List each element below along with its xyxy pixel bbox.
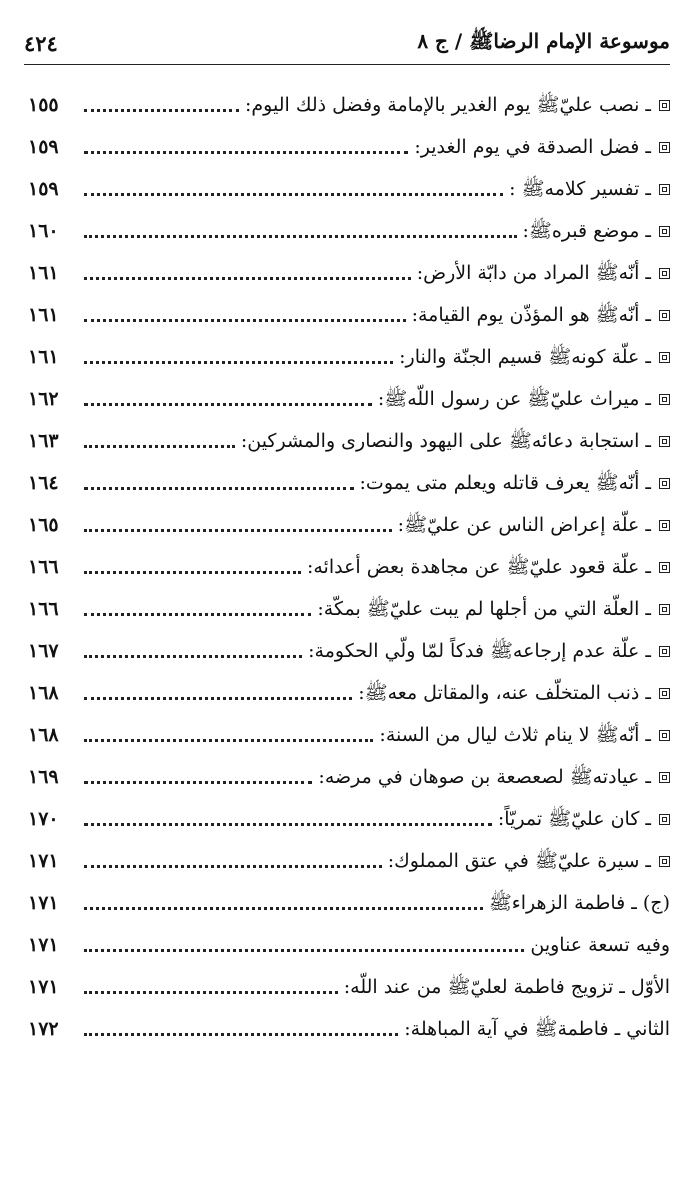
bullet-icon [659, 730, 670, 741]
toc-entry-page: ١٦٢ [28, 388, 59, 410]
dot-leader [84, 725, 373, 742]
toc-entry [28, 496, 670, 538]
toc-entry-page: ١٦٨ [28, 724, 59, 746]
toc-entry-text: ـ فضل الصدقة في يوم الغدير: [414, 136, 651, 158]
toc-entry-text: ـ عيادتهﷺ لصعصعة بن صوهان في مرضه: [318, 766, 651, 788]
bullet-icon [659, 520, 670, 531]
dot-leader [84, 1019, 398, 1036]
toc-entry-text: ـ أنّهﷺ يعرف قاتله ويعلم متى يموت: [359, 472, 651, 494]
toc-entry-page: ١٦٤ [28, 472, 59, 494]
bullet-icon [659, 688, 670, 699]
toc-entry [28, 202, 670, 244]
toc-entry [28, 622, 670, 664]
bullet-icon [659, 352, 670, 363]
dot-leader [84, 599, 311, 616]
toc-entry-title [358, 680, 670, 706]
toc-entry-title [388, 848, 670, 874]
bullet-icon [659, 310, 670, 321]
page-header [24, 22, 670, 65]
toc-entry-title [378, 386, 670, 412]
toc-entry-page: ١٦٧ [28, 640, 59, 662]
dot-leader [84, 935, 524, 952]
toc-entry-page: ١٦٥ [28, 514, 59, 536]
running-title: موسوعة الإمام الرضاﷺ / ج ٨ [417, 28, 670, 53]
toc-entry-text: الأوّل ـ تزويج فاطمة لعليّﷺ من عند اللّه: [343, 976, 670, 998]
toc-entry [28, 790, 670, 832]
toc-entry-page: ١٦٠ [28, 220, 59, 242]
toc-entry-title [414, 134, 670, 160]
toc-entry-text: ـ موضع قبرهﷺ: [522, 220, 651, 242]
toc-entry-title [245, 92, 670, 118]
toc-entry-page: ١٥٥ [28, 94, 59, 116]
toc-entry [28, 580, 670, 622]
toc-entry-text: وفيه تسعة عناوين [530, 934, 670, 956]
bullet-icon [659, 856, 670, 867]
toc-entry [28, 916, 670, 958]
toc-entry-page: ١٦١ [28, 262, 59, 284]
toc-entry-text: ـ نصب عليّﷺ يوم الغدير بالإمامة وفضل ذلك اليوم: [245, 94, 651, 116]
toc-entry-page: ١٦١ [28, 346, 59, 368]
toc-entry-page: ١٦٣ [28, 430, 59, 452]
toc-entry-text: ـ تفسير كلامهﷺ : [509, 178, 651, 200]
bullet-icon [659, 226, 670, 237]
toc-entry-title [307, 554, 670, 580]
toc-entry [28, 538, 670, 580]
toc-entry-title [498, 806, 670, 832]
toc-entry-page: ١٦٦ [28, 598, 59, 620]
dot-leader [84, 893, 483, 910]
toc-entry [28, 76, 670, 118]
dot-leader [84, 95, 239, 112]
toc-entry-title [489, 890, 670, 916]
bullet-icon [659, 772, 670, 783]
toc-entry [28, 118, 670, 160]
dot-leader [84, 515, 392, 532]
toc-entry-text: ـ كان عليّﷺ تمريّاً: [497, 808, 651, 830]
bullet-icon [659, 184, 670, 195]
bullet-icon [659, 646, 670, 657]
toc-entry-text: ـ ذنب المتخلّف عنه، والمقاتل معهﷺ: [358, 682, 651, 704]
toc-entry-text: الثاني ـ فاطمةﷺ في آية المباهلة: [404, 1018, 670, 1040]
toc-entry [28, 874, 670, 916]
dot-leader [84, 809, 492, 826]
toc-entry [28, 286, 670, 328]
toc-entry [28, 370, 670, 412]
toc-entry-title [241, 428, 670, 454]
dot-leader [84, 683, 352, 700]
toc-entry-text: ـ علّة قعود عليّﷺ عن مجاهدة بعض أعدائه: [306, 556, 651, 578]
toc-entry-text: ـ استجابة دعائهﷺ على اليهود والنصارى والمشركين: [240, 430, 651, 452]
dot-leader [84, 221, 517, 238]
dot-leader [84, 557, 301, 574]
toc-entry-text: ـ ميراث عليّﷺ عن رسول اللّهﷺ: [377, 388, 651, 410]
bullet-icon [659, 814, 670, 825]
toc-entry-text: ـ علّة عدم إرجاعهﷺ فدكاً لمّا ولّي الحكومة: [308, 640, 651, 662]
dot-leader [84, 263, 411, 280]
toc-entry-title [509, 176, 670, 202]
toc-entry-page: ١٧١ [28, 850, 59, 872]
toc-entry-page: ١٥٩ [28, 136, 59, 158]
toc-entry-title [404, 1016, 670, 1042]
toc-entry-page: ١٦٦ [28, 556, 59, 578]
toc-entry-title [412, 302, 670, 328]
toc-entry-title [318, 764, 670, 790]
toc-entry-text: (ج) ـ فاطمة الزهراءﷺ [488, 892, 670, 914]
toc-entry-text: ـ علّة إعراض الناس عن عليّﷺ: [397, 514, 651, 536]
toc-entry-page: ١٧٠ [28, 808, 59, 830]
bullet-icon [659, 436, 670, 447]
toc-entry [28, 958, 670, 1000]
toc-entry-title [530, 932, 670, 958]
toc-entry-title [344, 974, 670, 1000]
dot-leader [84, 767, 312, 784]
toc-entry-text: ـ علّة كونهﷺ قسيم الجنّة والنار: [399, 346, 651, 368]
toc-entry [28, 412, 670, 454]
toc-entry-title [308, 638, 670, 664]
toc-entry-page: ١٧١ [28, 892, 59, 914]
toc-entry-page: ١٧١ [28, 934, 59, 956]
dot-leader [84, 389, 372, 406]
table-of-contents [28, 76, 670, 1042]
toc-entry-title [523, 218, 671, 244]
toc-entry-title [417, 260, 670, 286]
toc-entry [28, 748, 670, 790]
toc-entry-page: ١٦٨ [28, 682, 59, 704]
dot-leader [84, 137, 408, 154]
toc-entry-title [398, 512, 670, 538]
toc-entry [28, 244, 670, 286]
dot-leader [84, 305, 406, 322]
dot-leader [84, 641, 302, 658]
toc-entry-page: ١٦٩ [28, 766, 59, 788]
toc-entry-text: ـ أنّهﷺ المراد من دابّة الأرض: [416, 262, 651, 284]
bullet-icon [659, 142, 670, 153]
toc-entry-page: ١٦١ [28, 304, 59, 326]
toc-entry-text: ـ سيرة عليّﷺ في عتق المملوك: [387, 850, 651, 872]
dot-leader [84, 431, 235, 448]
bullet-icon [659, 268, 670, 279]
toc-entry-title [317, 596, 670, 622]
toc-entry [28, 454, 670, 496]
toc-entry-text: ـ أنّهﷺ هو المؤذّن يوم القيامة: [411, 304, 651, 326]
bullet-icon [659, 394, 670, 405]
page-number: ٤٢٤ [24, 30, 58, 56]
bullet-icon [659, 100, 670, 111]
dot-leader [84, 473, 354, 490]
toc-entry [28, 832, 670, 874]
toc-entry-page: ١٧١ [28, 976, 59, 998]
toc-entry-title [379, 722, 670, 748]
toc-entry-title [360, 470, 670, 496]
dot-leader [84, 347, 393, 364]
toc-entry-page: ١٥٩ [28, 178, 59, 200]
toc-entry [28, 664, 670, 706]
toc-entry [28, 160, 670, 202]
toc-entry-title [399, 344, 670, 370]
toc-entry-text: ـ أنّهﷺ لا ينام ثلاث ليال من السنة: [379, 724, 651, 746]
bullet-icon [659, 562, 670, 573]
toc-entry [28, 1000, 670, 1042]
toc-entry [28, 328, 670, 370]
bullet-icon [659, 604, 670, 615]
dot-leader [84, 977, 338, 994]
toc-entry [28, 706, 670, 748]
bullet-icon [659, 478, 670, 489]
toc-entry-page: ١٧٢ [28, 1018, 59, 1040]
dot-leader [84, 851, 382, 868]
dot-leader [84, 179, 503, 196]
toc-entry-text: ـ العلّة التي من أجلها لم يبت عليّﷺ بمكّة: [317, 598, 651, 620]
